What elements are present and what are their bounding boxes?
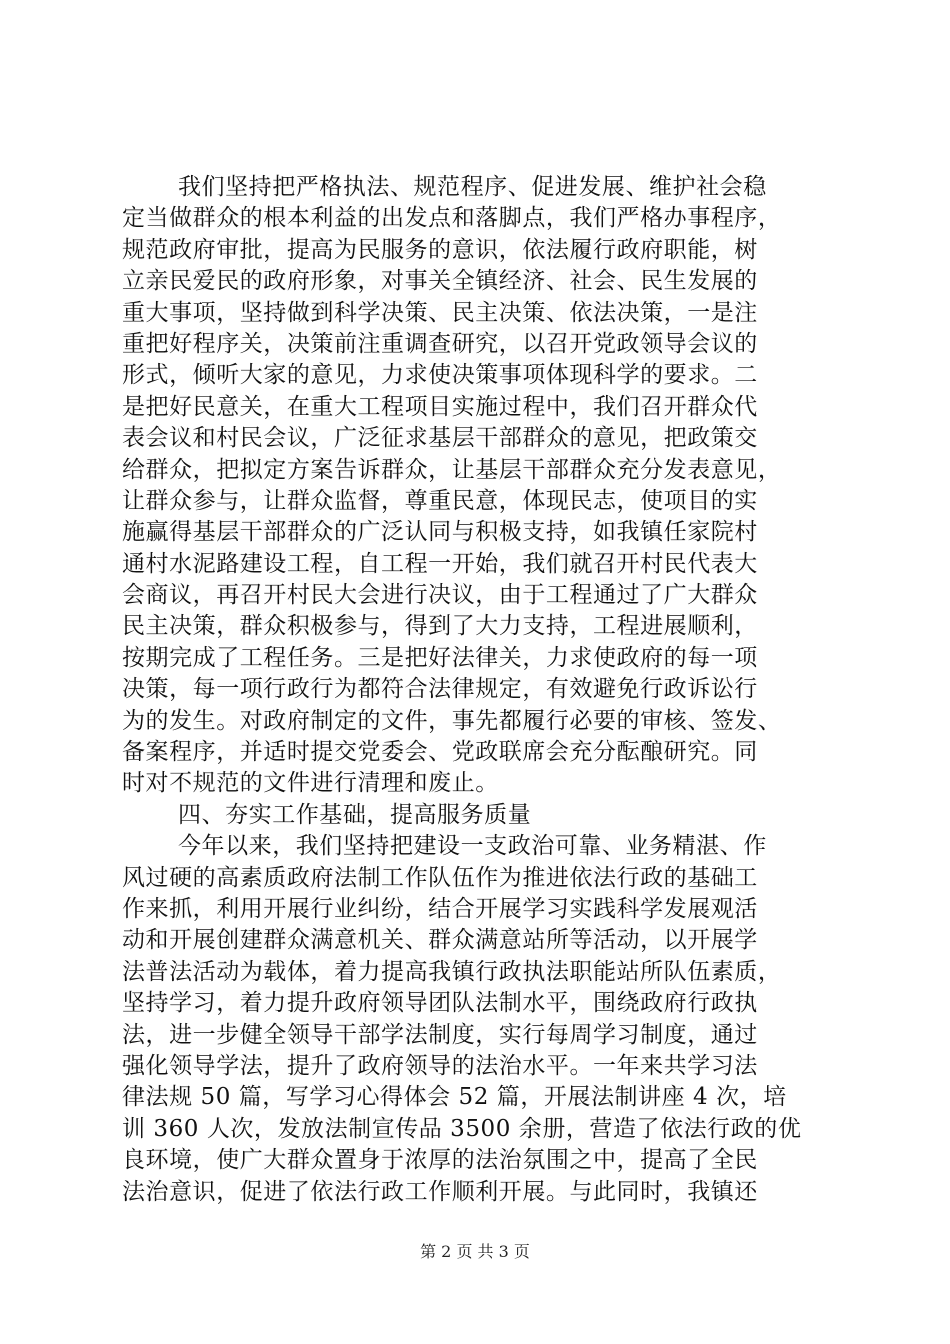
text-line: 今年以来，我们坚持把建设一支政治可靠、业务精湛、作 [178,833,767,860]
text-line: 动和开展创建群众满意机关、群众满意站所等活动，以开展学 [122,927,758,954]
text-line: 强化领导学法，提升了政府领导的法治水平。一年来共学习法 [122,1052,758,1079]
text-line: 表会议和村民会议，广泛征求基层干部群众的意见，把政策交 [122,425,758,452]
text-line: 定当做群众的根本利益的出发点和落脚点，我们严格办事程序， [122,205,782,232]
text-line: 重把好程序关，决策前注重调查研究，以召开党政领导会议的 [122,330,758,357]
text-line: 法普法活动为载体，着力提高我镇行政执法职能站所队伍素质， [122,958,782,985]
text-line: 给群众，把拟定方案告诉群众，让基层干部群众充分发表意见， [122,456,782,483]
text-line: 通村水泥路建设工程，自工程一开始，我们就召开村民代表大 [122,550,758,577]
text-line: 重大事项，坚持做到科学决策、民主决策、依法决策，一是注 [122,299,758,326]
text-line: 规范政府审批，提高为民服务的意识，依法履行政府职能，树 [122,236,758,263]
text-line: 按期完成了工程任务。三是把好法律关，力求使政府的每一项 [122,644,758,671]
text-line: 施赢得基层干部群众的广泛认同与积极支持，如我镇任家院村 [122,519,758,546]
text-line: 时对不规范的文件进行清理和废止。 [122,770,499,797]
text-line: 为的发生。对政府制定的文件，事先都履行必要的审核、签发、 [122,707,782,734]
text-line: 会商议，再召开村民大会进行决议，由于工程通过了广大群众 [122,582,758,609]
text-line: 民主决策，群众积极参与，得到了大力支持，工程进展顺利， [122,613,758,640]
page-footer: 第 2 页 共 3 页 [420,1242,530,1261]
body-text [122,172,832,1208]
text-line: 训 360 人次，发放法制宣传品 3500 余册，营造了依法行政的优 [122,1115,802,1142]
text-line: 立亲民爱民的政府形象，对事关全镇经济、社会、民生发展的 [122,268,758,295]
text-line: 法，进一步健全领导干部学法制度，实行每周学习制度，通过 [122,1021,758,1048]
text-line: 作来抓，利用开展行业纠纷，结合开展学习实践科学发展观活 [122,895,758,922]
text-line: 是把好民意关，在重大工程项目实施过程中，我们召开群众代 [122,393,758,420]
text-line: 决策，每一项行政行为都符合法律规定，有效避免行政诉讼行 [122,676,758,703]
text-line: 坚持学习，着力提升政府领导团队法制水平，围绕政府行政执 [122,990,758,1017]
text-line: 律法规 50 篇，写学习心得体会 52 篇，开展法制讲座 4 次，培 [122,1084,787,1111]
text-line: 备案程序，并适时提交党委会、党政联席会充分酝酿研究。同 [122,739,758,766]
text-line: 良环境，使广大群众置身于浓厚的法治氛围之中，提高了全民 [122,1147,758,1174]
text-line: 让群众参与，让群众监督，尊重民意，体现民志，使项目的实 [122,487,758,514]
text-line: 我们坚持把严格执法、规范程序、促进发展、维护社会稳 [178,174,767,200]
text-line: 法治意识，促进了依法行政工作顺利开展。与此同时，我镇还 [122,1178,758,1205]
section-heading: 四、夯实工作基础，提高服务质量 [178,801,532,828]
text-line: 风过硬的高素质政府法制工作队伍作为推进依法行政的基础工 [122,864,758,891]
text-line: 形式，倾听大家的意见，力求使决策事项体现科学的要求。二 [122,362,758,389]
